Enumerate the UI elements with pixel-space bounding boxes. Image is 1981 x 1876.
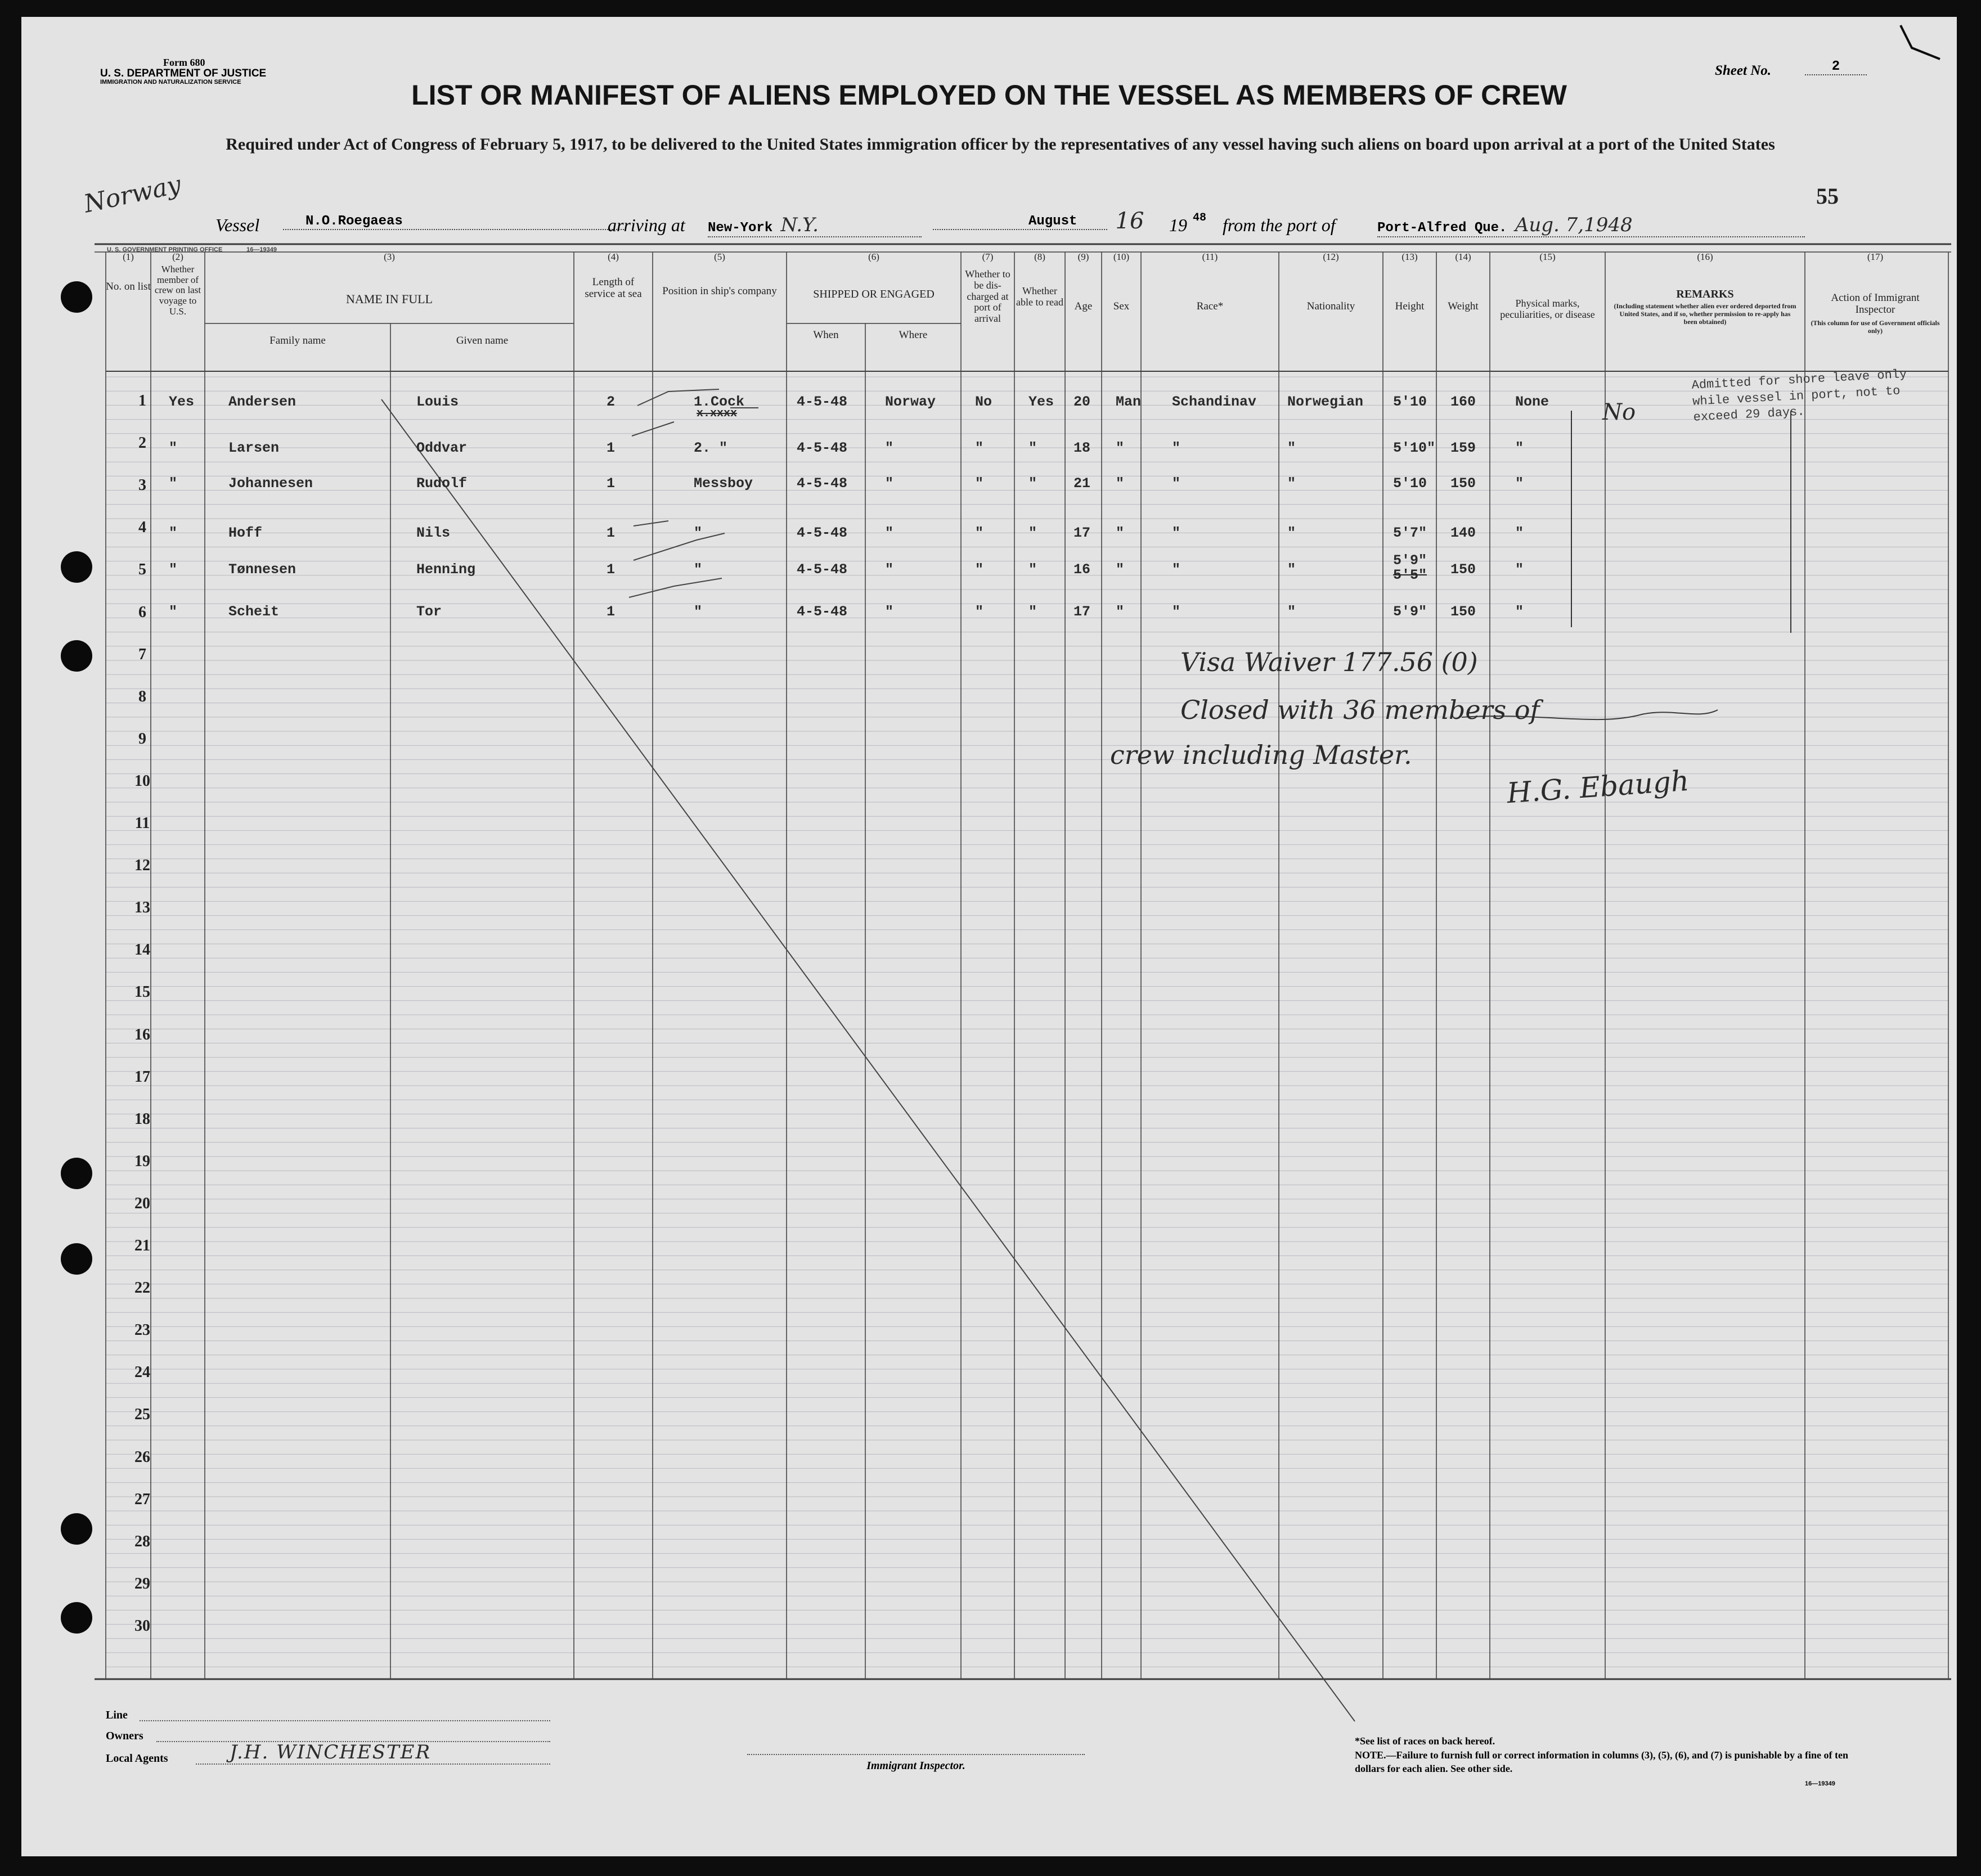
colnum-1: (1) bbox=[123, 251, 134, 262]
service-cell: 2 bbox=[607, 394, 616, 410]
footer-agents-field bbox=[196, 1763, 550, 1765]
crew-row bbox=[21, 440, 1957, 462]
races-note: *See list of races on back hereof. bbox=[1355, 1735, 1495, 1747]
sheet-no-label: Sheet No. bbox=[1715, 63, 1771, 78]
position-cell: " bbox=[694, 561, 703, 578]
page-number: 55 bbox=[1816, 183, 1839, 209]
height-cell: 5'9" bbox=[1393, 604, 1427, 620]
colnum-12: (12) bbox=[1323, 251, 1339, 262]
family-name-cell: Larsen bbox=[228, 440, 280, 456]
row-number: 15 bbox=[134, 983, 150, 1001]
row-number: 5 bbox=[138, 561, 146, 579]
weight-cell: 159 bbox=[1450, 440, 1476, 456]
physical-marks-cell: " bbox=[1515, 604, 1524, 620]
height-struck-cell: 5'5" bbox=[1393, 567, 1427, 583]
crew-row bbox=[21, 394, 1957, 420]
arriving-label: arriving at bbox=[608, 215, 685, 235]
col-header-position: Position in ship's company bbox=[662, 285, 777, 297]
physical-marks-cell: " bbox=[1515, 440, 1524, 456]
local-agents-value: J.H. WINCHESTER bbox=[230, 1741, 432, 1763]
row-number: 23 bbox=[134, 1321, 150, 1339]
discharge-cell: " bbox=[975, 604, 984, 620]
from-port-date: Aug. 7,1948 bbox=[1515, 214, 1633, 236]
shipped-when-cell: 4-5-48 bbox=[797, 475, 848, 492]
footer-owners-label: Owners bbox=[106, 1730, 143, 1742]
col-header-prev-voyage: Whether member of crew on last voyage to U.S. bbox=[154, 264, 201, 317]
nationality-cell: " bbox=[1287, 475, 1296, 492]
colnum-13: (13) bbox=[1401, 251, 1418, 262]
colnum-6: (6) bbox=[868, 251, 879, 262]
row-number: 7 bbox=[138, 645, 146, 663]
col-header-given-name: Given name bbox=[456, 335, 509, 347]
arriving-port-typed: New-York bbox=[708, 221, 773, 236]
position-cell: " bbox=[694, 525, 703, 541]
given-name-cell: Tor bbox=[416, 604, 442, 620]
height-cell: 5'9" bbox=[1393, 552, 1427, 569]
prev-voyage-cell: " bbox=[169, 525, 178, 541]
col-header-height: Height bbox=[1395, 300, 1425, 312]
service-cell: 1 bbox=[607, 604, 616, 620]
col-header-weight: Weight bbox=[1448, 300, 1479, 312]
row-number: 28 bbox=[134, 1532, 150, 1550]
page-subtitle: Required under Act of Congress of February 5, 1917, to be delivered to the United States immigration officer by the representatives of any vessel having such aliens on board upon arrival at a port of the United States bbox=[226, 135, 1775, 154]
prev-voyage-cell: Yes bbox=[169, 394, 195, 410]
from-port-typed: Port-Alfred Que. bbox=[1377, 221, 1507, 236]
shipped-when-cell: 4-5-48 bbox=[797, 561, 848, 578]
shipped-where-cell: " bbox=[885, 475, 894, 492]
year-prefix: 19 bbox=[1169, 215, 1187, 235]
colnum-14: (14) bbox=[1455, 251, 1471, 262]
crew-row bbox=[21, 552, 1957, 584]
age-cell: 18 bbox=[1073, 440, 1091, 456]
given-name-cell: Henning bbox=[416, 561, 476, 578]
position-struck-cell: x.xxxx bbox=[697, 407, 738, 420]
shipped-when-cell: 4-5-48 bbox=[797, 604, 848, 620]
annotation-visa-waiver: Visa Waiver 177.56 (0) bbox=[1180, 647, 1478, 677]
family-name-cell: Scheit bbox=[228, 604, 280, 620]
row-number: 6 bbox=[138, 603, 146, 621]
col-header-age: Age bbox=[1074, 300, 1093, 312]
colnum-15: (15) bbox=[1539, 251, 1556, 262]
row-number: 14 bbox=[134, 941, 150, 959]
row-number: 8 bbox=[138, 687, 146, 705]
sex-cell: " bbox=[1116, 561, 1125, 578]
crew-row bbox=[21, 525, 1957, 547]
shipped-where-cell: " bbox=[885, 525, 894, 541]
crew-row bbox=[21, 604, 1957, 626]
footer-form-code: 16—19349 bbox=[1805, 1780, 1835, 1787]
col-header-shipped: SHIPPED OR ENGAGED bbox=[813, 288, 935, 300]
colnum-9: (9) bbox=[1077, 251, 1089, 262]
col-header-discharge: Whether to be dis-charged at port of arrival bbox=[965, 268, 1010, 325]
col-header-when: When bbox=[813, 329, 839, 341]
age-cell: 16 bbox=[1073, 561, 1091, 578]
shipped-when-cell: 4-5-48 bbox=[797, 440, 848, 456]
discharge-cell: " bbox=[975, 440, 984, 456]
col-header-service: Length of service at sea bbox=[585, 276, 642, 300]
form-number: Form 680 bbox=[163, 57, 205, 68]
row-number: 9 bbox=[138, 730, 146, 748]
prev-voyage-cell: " bbox=[169, 561, 178, 578]
vessel-label: Vessel bbox=[215, 215, 260, 235]
shipped-when-cell: 4-5-48 bbox=[797, 394, 848, 410]
service-cell: 1 bbox=[607, 561, 616, 578]
department-name: U. S. DEPARTMENT OF JUSTICE bbox=[100, 67, 267, 79]
arriving-port-hand: N.Y. bbox=[780, 214, 819, 236]
nationality-cell: " bbox=[1287, 525, 1296, 541]
physical-marks-cell: " bbox=[1515, 561, 1524, 578]
weight-cell: 160 bbox=[1450, 394, 1476, 410]
height-cell: 5'10" bbox=[1393, 440, 1436, 456]
col-header-nationality: Nationality bbox=[1306, 300, 1355, 312]
arrival-year: 48 bbox=[1193, 212, 1207, 224]
col-header-sex: Sex bbox=[1113, 300, 1130, 312]
race-cell: " bbox=[1172, 475, 1181, 492]
position-cell: 2. " bbox=[694, 440, 728, 456]
weight-cell: 140 bbox=[1450, 525, 1476, 541]
age-cell: 17 bbox=[1073, 525, 1091, 541]
footer-line-label: Line bbox=[106, 1709, 128, 1721]
fine-note: NOTE.—Failure to furnish full or correct information in columns (3), (5), (6), and (7) is punishable by a fine of ten dollars for each alien. See other side. bbox=[1355, 1749, 1849, 1775]
colnum-17: (17) bbox=[1867, 251, 1884, 262]
row-number: 25 bbox=[134, 1406, 150, 1424]
sex-cell: Man bbox=[1116, 394, 1142, 410]
row-number: 18 bbox=[134, 1110, 150, 1128]
remarks-hand-mark: No bbox=[1602, 399, 1636, 425]
discharge-cell: " bbox=[975, 561, 984, 578]
sex-cell: " bbox=[1116, 440, 1125, 456]
given-name-cell: Louis bbox=[416, 394, 459, 410]
printing-office-code: 16—19349 bbox=[246, 246, 277, 253]
height-cell: 5'10 bbox=[1393, 475, 1427, 492]
height-cell: 5'10 bbox=[1393, 394, 1427, 410]
race-cell: Schandinav bbox=[1172, 394, 1257, 410]
nationality-cell: Norwegian bbox=[1287, 394, 1364, 410]
race-cell: " bbox=[1172, 561, 1181, 578]
col-header-race: Race* bbox=[1196, 300, 1224, 312]
colnum-11: (11) bbox=[1202, 251, 1218, 262]
weight-cell: 150 bbox=[1450, 561, 1476, 578]
col-header-remarks-note: (Including statement whether alien ever ordered deported from United States, and if so, whether permission to re-apply has been obtained) bbox=[1614, 302, 1796, 326]
col-header-no-on-list: No. on list bbox=[106, 281, 151, 293]
discharge-cell: " bbox=[975, 525, 984, 541]
handwritten-country: Norway bbox=[81, 170, 184, 219]
inspector-line bbox=[747, 1754, 1085, 1755]
sex-cell: " bbox=[1116, 475, 1125, 492]
position-cell: Messboy bbox=[694, 475, 753, 492]
race-cell: " bbox=[1172, 604, 1181, 620]
row-number: 17 bbox=[134, 1068, 150, 1086]
vessel-name: N.O.Roegaeas bbox=[283, 214, 626, 230]
family-name-cell: Johannesen bbox=[228, 475, 313, 492]
shipped-where-cell: " bbox=[885, 604, 894, 620]
height-cell: 5'7" bbox=[1393, 525, 1427, 541]
age-cell: 17 bbox=[1073, 604, 1091, 620]
row-number: 29 bbox=[134, 1574, 150, 1592]
nationality-cell: " bbox=[1287, 561, 1296, 578]
read-cell: Yes bbox=[1028, 394, 1054, 410]
nationality-cell: " bbox=[1287, 440, 1296, 456]
row-number: 21 bbox=[134, 1237, 150, 1254]
weight-cell: 150 bbox=[1450, 604, 1476, 620]
read-cell: " bbox=[1028, 440, 1037, 456]
read-cell: " bbox=[1028, 604, 1037, 620]
given-name-cell: Nils bbox=[416, 525, 451, 541]
row-number: 26 bbox=[134, 1448, 150, 1466]
row-number: 10 bbox=[134, 772, 150, 790]
colnum-16: (16) bbox=[1697, 251, 1713, 262]
row-number: 4 bbox=[138, 519, 146, 537]
row-number: 27 bbox=[134, 1490, 150, 1508]
prev-voyage-cell: " bbox=[169, 475, 178, 492]
row-number: 3 bbox=[138, 476, 146, 494]
row-number: 11 bbox=[134, 815, 150, 832]
row-number: 1 bbox=[138, 392, 146, 410]
row-number: 12 bbox=[134, 857, 150, 875]
prev-voyage-cell: " bbox=[169, 604, 178, 620]
row-number: 16 bbox=[134, 1025, 150, 1043]
col-header-inspector-note: (This column for use of Government officials only) bbox=[1811, 319, 1940, 335]
col-header-family-name: Family name bbox=[269, 335, 326, 347]
row-number: 13 bbox=[134, 899, 150, 917]
arrival-day: 16 bbox=[1115, 208, 1144, 234]
position-cell: " bbox=[694, 604, 703, 620]
inspector-label: Immigrant Inspector. bbox=[866, 1760, 965, 1772]
nationality-cell: " bbox=[1287, 604, 1296, 620]
service-cell: 1 bbox=[607, 525, 616, 541]
colnum-7: (7) bbox=[982, 251, 994, 262]
colnum-10: (10) bbox=[1113, 251, 1130, 262]
race-cell: " bbox=[1172, 440, 1181, 456]
footer-line-field bbox=[140, 1720, 550, 1721]
physical-marks-cell: None bbox=[1515, 394, 1549, 410]
given-name-cell: Rudolf bbox=[416, 475, 468, 492]
printing-office-name: U. S. GOVERNMENT PRINTING OFFICE bbox=[107, 246, 223, 253]
shipped-where-cell: Norway bbox=[885, 394, 936, 410]
shipped-where-cell: " bbox=[885, 561, 894, 578]
col-header-remarks: REMARKS bbox=[1676, 288, 1734, 300]
read-cell: " bbox=[1028, 525, 1037, 541]
annotation-crew: crew including Master. bbox=[1110, 740, 1412, 770]
row-number: 24 bbox=[134, 1364, 150, 1382]
sex-cell: " bbox=[1116, 604, 1125, 620]
given-name-cell: Oddvar bbox=[416, 440, 468, 456]
shipped-when-cell: 4-5-48 bbox=[797, 525, 848, 541]
discharge-cell: " bbox=[975, 475, 984, 492]
sheet-no-value: 2 bbox=[1805, 59, 1867, 75]
colnum-8: (8) bbox=[1034, 251, 1045, 262]
row-number: 19 bbox=[134, 1152, 150, 1170]
physical-marks-cell: " bbox=[1515, 525, 1524, 541]
physical-marks-cell: " bbox=[1515, 475, 1524, 492]
position-cell: 1.Cock bbox=[694, 394, 745, 410]
page-title: LIST OR MANIFEST OF ALIENS EMPLOYED ON THE VESSEL AS MEMBERS OF CREW bbox=[411, 79, 1567, 111]
annotation-closed: Closed with 36 members of bbox=[1180, 695, 1540, 725]
family-name-cell: Hoff bbox=[228, 525, 263, 541]
from-port-label: from the port of bbox=[1223, 215, 1336, 235]
weight-cell: 150 bbox=[1450, 475, 1476, 492]
discharge-cell: No bbox=[975, 394, 992, 410]
footer-agents-label: Local Agents bbox=[106, 1752, 168, 1765]
read-cell: " bbox=[1028, 561, 1037, 578]
col-header-where: Where bbox=[899, 329, 928, 341]
manifest-sheet bbox=[21, 17, 1957, 1856]
colnum-5: (5) bbox=[714, 251, 725, 262]
service-cell: 1 bbox=[607, 440, 616, 456]
age-cell: 21 bbox=[1073, 475, 1091, 492]
sex-cell: " bbox=[1116, 525, 1125, 541]
col-header-physical: Physical marks, peculiarities, or disease bbox=[1500, 298, 1595, 320]
row-number: 2 bbox=[138, 434, 146, 452]
row-number: 30 bbox=[134, 1617, 150, 1635]
age-cell: 20 bbox=[1073, 394, 1091, 410]
service-name: IMMIGRATION AND NATURALIZATION SERVICE bbox=[100, 78, 241, 86]
arrival-month: August bbox=[933, 214, 1107, 230]
family-name-cell: Andersen bbox=[228, 394, 297, 410]
colnum-4: (4) bbox=[608, 251, 619, 262]
colnum-2: (2) bbox=[172, 251, 183, 262]
row-number: 22 bbox=[134, 1279, 150, 1297]
col-header-read: Whether able to read bbox=[1016, 285, 1063, 308]
col-header-inspector: Action of Immigrant Inspector bbox=[1831, 292, 1920, 316]
crew-row bbox=[21, 475, 1957, 498]
read-cell: " bbox=[1028, 475, 1037, 492]
inspector-signature: H.G. Ebaugh bbox=[1506, 764, 1690, 810]
row-number: 20 bbox=[134, 1194, 150, 1212]
colnum-3: (3) bbox=[384, 251, 395, 262]
shipped-where-cell: " bbox=[885, 440, 894, 456]
col-header-name: NAME IN FULL bbox=[346, 292, 433, 306]
remarks-stamp: Admitted for shore leave only while vessel in port, not to exceed 29 days. bbox=[1691, 367, 1907, 425]
service-cell: 1 bbox=[607, 475, 616, 492]
race-cell: " bbox=[1172, 525, 1181, 541]
prev-voyage-cell: " bbox=[169, 440, 178, 456]
family-name-cell: Tønnesen bbox=[228, 561, 297, 578]
